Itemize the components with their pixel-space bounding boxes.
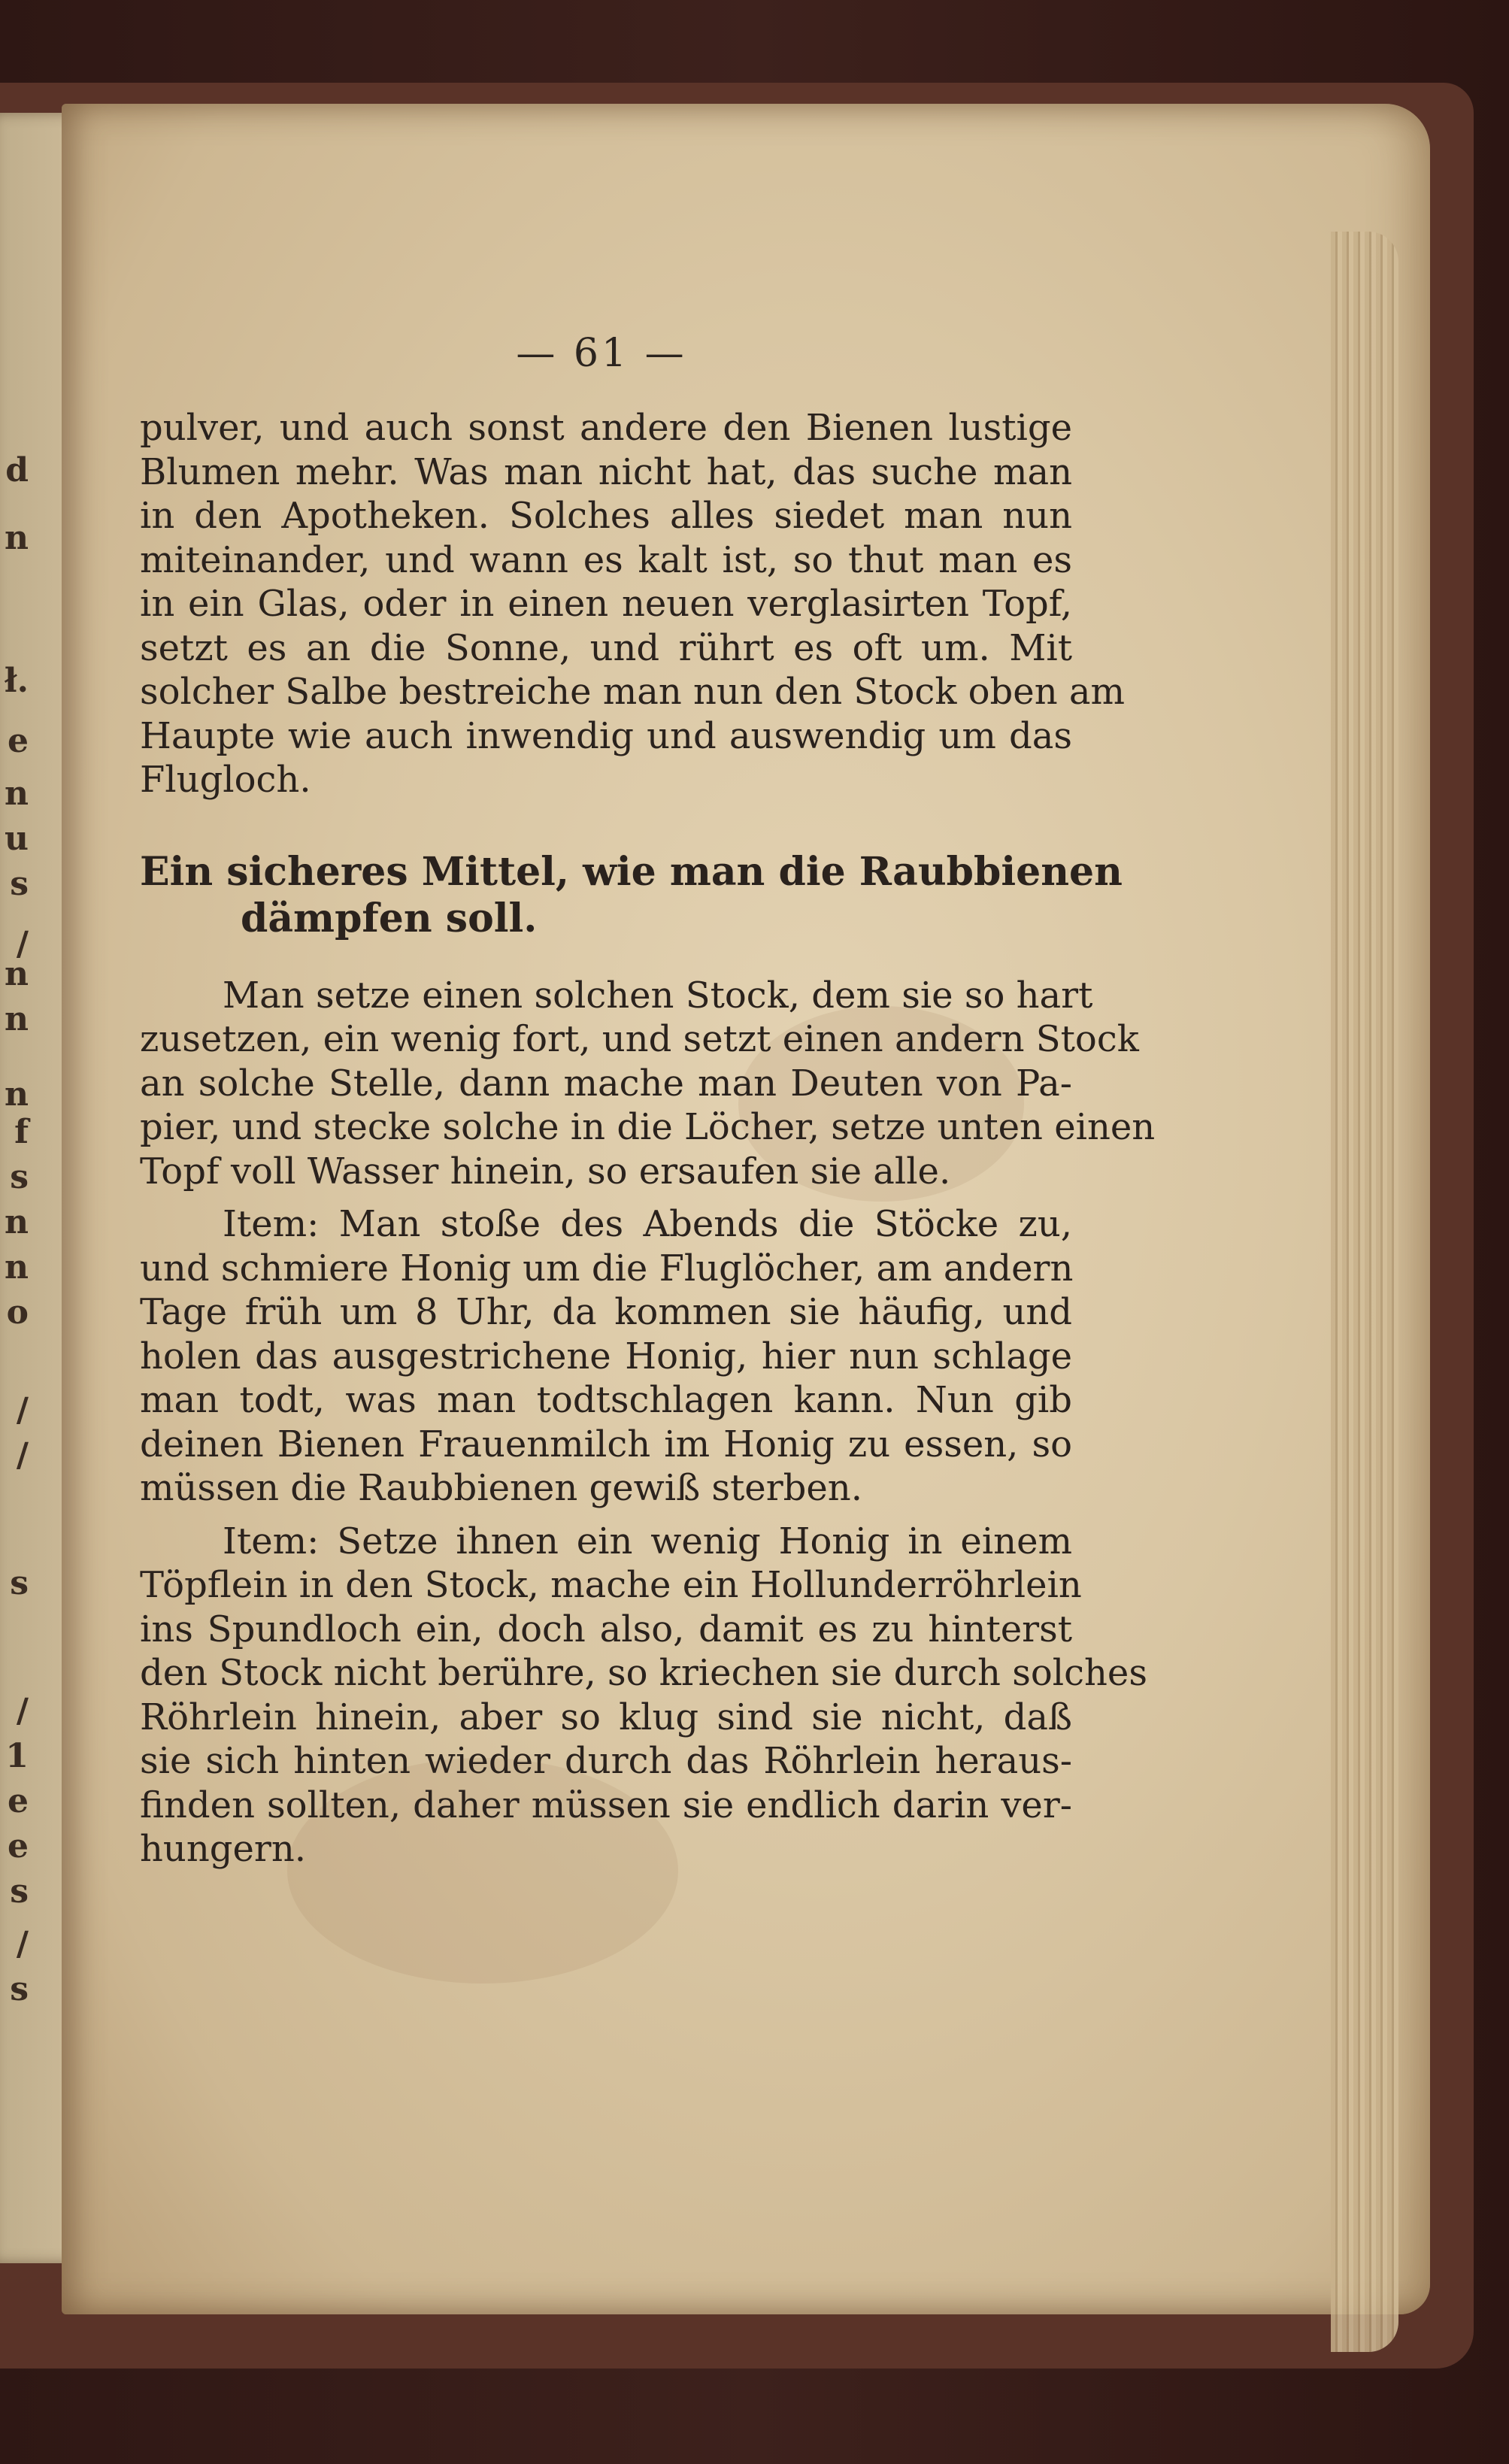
text-line: Haupte wie auch inwendig und auswendig um das xyxy=(140,714,1072,757)
left-page-fragment: u xyxy=(5,820,29,858)
text-line: ins Spundloch ein, doch also, damit es zu hinterst xyxy=(140,1608,1072,1650)
text-line: solcher Salbe bestreiche man nun den Stock oben am xyxy=(140,671,1125,713)
left-page-fragment: 1 xyxy=(5,1737,29,1775)
text-line: Item: Man stoße des Abends die Stöcke zu, xyxy=(223,1203,1072,1245)
text-line: müssen die Raubbienen gewiß sterben. xyxy=(140,1467,862,1509)
text-line: pier, und stecke solche in die Löcher, setze unten einen xyxy=(140,1106,1156,1148)
left-page-fragment: e xyxy=(8,722,29,760)
left-page-fragment: s xyxy=(10,865,29,903)
text-line: Item: Setze ihnen ein wenig Honig in einem xyxy=(223,1520,1072,1562)
paragraph-1 xyxy=(140,406,1125,802)
paragraph-2 xyxy=(140,974,1156,1194)
text-line: pulver, und auch sonst andere den Bienen lustige xyxy=(140,407,1072,449)
text-line: Flugloch. xyxy=(140,759,311,801)
left-page-fragment: / xyxy=(16,1436,29,1474)
left-page-fragment: / xyxy=(16,1925,29,1963)
left-page-fragment: n xyxy=(5,1248,29,1287)
text-line: zusetzen, ein wenig fort, und setzt einen andern Stock xyxy=(140,1018,1139,1060)
left-page-fragment: e xyxy=(8,1827,29,1865)
page-text xyxy=(140,406,1156,1871)
text-line: setzt es an die Sonne, und rührt es oft um. Mit xyxy=(140,626,1072,669)
left-page-fragment: / xyxy=(16,1391,29,1429)
left-page-fragment: ł. xyxy=(4,662,29,700)
text-line: miteinander, und wann es kalt ist, so thut man es xyxy=(140,538,1072,581)
left-page-fragment: n xyxy=(5,955,29,993)
text-line: den Stock nicht berühre, so kriechen sie durch solches xyxy=(140,1652,1147,1694)
text-line: deinen Bienen Frauenmilch im Honig zu essen, so xyxy=(140,1423,1072,1465)
heading-line: dämpfen soll. xyxy=(241,895,538,941)
text-line: an solche Stelle, dann mache man Deuten von Pa- xyxy=(140,1062,1072,1105)
left-page-fragment: s xyxy=(10,1970,29,2008)
text-line: Töpflein in den Stock, mache ein Hollunderröhrlein xyxy=(140,1564,1082,1606)
paragraph-4 xyxy=(140,1520,1147,1871)
left-page-fragment: e xyxy=(8,1782,29,1820)
left-page-fragment: f xyxy=(14,1113,29,1151)
left-page-fragment: / xyxy=(16,925,29,963)
text-line: Topf voll Wasser hinein, so ersaufen sie alle. xyxy=(140,1150,951,1193)
text-line: Tage früh um 8 Uhr, da kommen sie häufig, und xyxy=(140,1291,1072,1333)
left-page-fragment: s xyxy=(10,1872,29,1911)
left-page-fragment: d xyxy=(5,451,29,489)
text-line: holen das ausgestrichene Honig, hier nun schlage xyxy=(140,1335,1072,1377)
page-edge-stack xyxy=(1331,232,1398,2352)
heading-line: Ein sicheres Mittel, wie man die Raubbienen xyxy=(140,848,1123,895)
text-line: und schmiere Honig um die Fluglöcher, am andern xyxy=(140,1247,1074,1290)
left-page-fragment: s xyxy=(10,1564,29,1602)
text-line: man todt, was man todtschlagen kann. Nun gib xyxy=(140,1379,1072,1421)
text-line: Röhrlein hinein, aber so klug sind sie nicht, daß xyxy=(140,1696,1072,1738)
section-heading xyxy=(140,848,1123,942)
text-line: sie sich hinten wieder durch das Röhrlein heraus- xyxy=(140,1740,1072,1782)
text-line: hungern. xyxy=(140,1828,306,1870)
text-line: in ein Glas, oder in einen neuen verglasirten Topf, xyxy=(140,583,1072,625)
left-page-fragment: / xyxy=(16,1692,29,1730)
left-page-fragment: n xyxy=(5,1000,29,1038)
left-page-fragment: s xyxy=(10,1158,29,1196)
text-line: finden sollten, daher müssen sie endlich darin ver- xyxy=(140,1784,1072,1826)
left-page-fragment: n xyxy=(5,1203,29,1241)
text-line: Man setze einen solchen Stock, dem sie so hart xyxy=(223,974,1093,1017)
paragraph-3 xyxy=(140,1202,1072,1511)
left-page-fragment: n xyxy=(5,519,29,557)
text-line: in den Apotheken. Solches alles siedet man nun xyxy=(140,495,1072,537)
left-page-fragment: n xyxy=(5,774,29,813)
text-line: Blumen mehr. Was man nicht hat, das suche man xyxy=(140,450,1072,493)
page-number: — 61 — xyxy=(516,331,687,376)
left-page-fragment: n xyxy=(5,1075,29,1114)
left-page-fragment: o xyxy=(6,1293,29,1332)
